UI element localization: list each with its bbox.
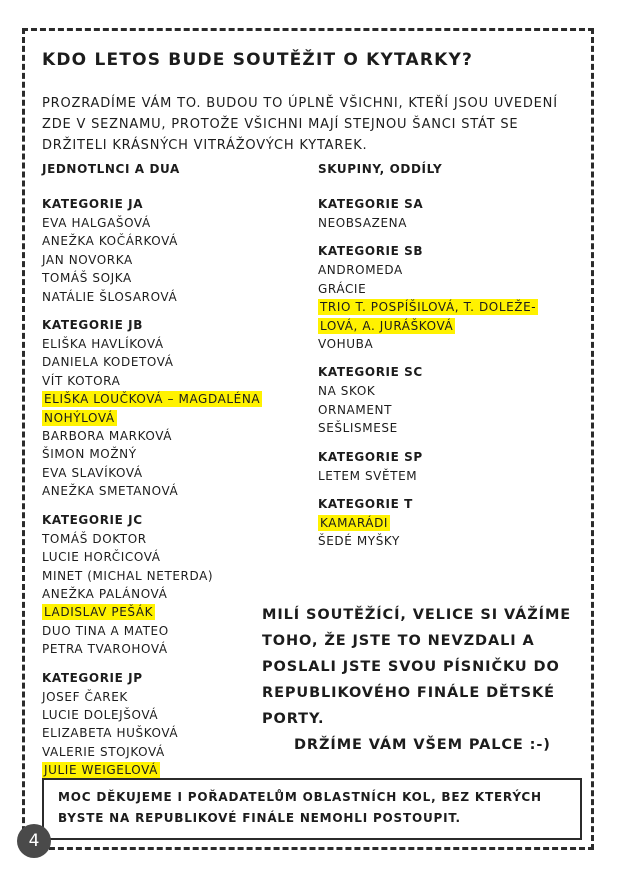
participant (318, 382, 563, 400)
category-title: KATEGORIE T (318, 497, 413, 512)
participant-name: NATÁLIE ŠLOSAROVÁ (42, 289, 178, 304)
category-block (318, 195, 563, 232)
participant (42, 743, 292, 761)
participant-name: LADISLAV PEŠÁK (44, 605, 154, 620)
category-block (42, 669, 292, 780)
participant-name: TOMÁŠ DOKTOR (42, 531, 147, 546)
participant (318, 419, 563, 437)
participant-name: ELIZABETA HUŠKOVÁ (42, 726, 179, 741)
soloists-duos-column (42, 162, 292, 782)
participant (42, 464, 292, 482)
participant-name: KAMARÁDI (320, 516, 389, 531)
category-title: KATEGORIE SB (318, 244, 424, 259)
participant (42, 353, 292, 371)
participant-name: EVA HALGAŠOVÁ (42, 216, 151, 230)
participant-name: DANIELA KODETOVÁ (42, 355, 174, 370)
participant (42, 335, 292, 353)
page-title: KDO LETOS BUDE SOUTĚŽIT O KYTARKY? (42, 50, 474, 70)
participant (42, 585, 292, 603)
participant-name: TRIO T. POSPÍŠILOVÁ, T. DOLEŽE- LOVÁ, A. JURÁŠKOVÁ (320, 300, 537, 333)
participant-name: EVA SLAVÍKOVÁ (42, 465, 143, 480)
participant-name: GRÁCIE (318, 281, 367, 296)
participant (318, 214, 563, 232)
participant (42, 482, 292, 500)
category-block (42, 316, 292, 501)
category-list (318, 195, 563, 551)
participant (42, 372, 292, 390)
category-title: KATEGORIE SA (318, 197, 424, 211)
column-heading: SKUPINY, ODDÍLY (318, 162, 443, 176)
participant (318, 532, 563, 550)
participant (42, 251, 292, 269)
category-block (42, 511, 292, 659)
participant-name: SEŠLISMESE (318, 421, 398, 436)
category-title: KATEGORIE JA (42, 197, 144, 211)
participant (42, 640, 292, 658)
participant (42, 567, 292, 585)
thanks-box: MOC DĚKUJEME I POŘADATELŮM OBLASTNÍCH KOL, BEZ KTERÝCH BYSTE NA REPUBLIKOVÉ FINÁLE NEMOHLI POSTOUPIT. (42, 778, 582, 840)
category-block (318, 363, 563, 437)
participant (318, 335, 563, 353)
category-block (318, 242, 563, 353)
participant-name: LUCIE DOLEJŠOVÁ (42, 707, 159, 722)
message-body: MILÍ SOUTĚŽÍCÍ, VELICE SI VÁŽÍME TOHO, ŽE JSTE TO NEVZDALI A POSLALI JSTE SVOU PÍSNIČKU DO REPUBLIKOVÉHO FINÁLE DĚTSKÉ PORTY. (262, 607, 572, 727)
groups-column (318, 162, 563, 553)
participant (42, 548, 292, 566)
participant-name: BARBORA MARKOVÁ (42, 429, 173, 444)
category-title: KATEGORIE SP (318, 449, 423, 464)
participant (42, 427, 292, 445)
category-block (318, 495, 563, 551)
participant-name: VOHUBA (318, 337, 374, 352)
participant-name: ŠEDÉ MYŠKY (318, 534, 400, 549)
participant-name: NA SKOK (318, 384, 376, 399)
participant-name: JOSEF ČAREK (42, 689, 128, 704)
participant (42, 706, 292, 724)
participant (318, 401, 563, 419)
participant-name: LETEM SVĚTEM (318, 468, 418, 483)
participant (318, 261, 563, 279)
participant-name: ELIŠKA HAVLÍKOVÁ (42, 337, 164, 352)
participant-name: NEOBSAZENA (318, 216, 408, 230)
category-title: KATEGORIE JC (42, 512, 143, 527)
participant-name: ANEŽKA PALÁNOVÁ (42, 586, 168, 601)
highlighted-participant (42, 761, 292, 779)
page-number-badge: 4 (17, 824, 51, 858)
participant-name: ANEŽKA KOČÁRKOVÁ (42, 234, 178, 249)
category-block (318, 448, 563, 485)
participant-name: JULIE WEIGELOVÁ (44, 763, 158, 778)
highlighted-participant (42, 603, 292, 621)
participant (42, 232, 292, 250)
message-signoff: DRŽÍME VÁM VŠEM PALCE :-) (294, 737, 551, 753)
participant (42, 724, 292, 742)
intro-paragraph: PROZRADÍME VÁM TO. BUDOU TO ÚPLNĚ VŠICHNI, KTEŘÍ JSOU UVEDENÍ ZDE V SEZNAMU, PROTOŽE VŠICHNI MAJÍ STEJNOU ŠANCI STÁT SE DRŽITELI KRÁSNÝCH VITRÁŽOVÝCH KYTAREK. (42, 96, 558, 153)
category-title: KATEGORIE JB (42, 318, 143, 333)
participant-name: ELIŠKA LOUČKOVÁ – MAGDALÉNA NOHÝLOVÁ (44, 392, 261, 425)
participant-name: PETRA TVAROHOVÁ (42, 642, 168, 657)
participant (318, 280, 563, 298)
participant (42, 445, 292, 463)
participant-name: VÍT KOTORA (42, 373, 121, 388)
participant-name: TOMÁŠ SOJKA (42, 271, 132, 286)
participant (42, 214, 292, 232)
highlighted-participant (318, 298, 563, 335)
participant-name: MINET (MICHAL NETERDA) (42, 568, 214, 583)
participant (42, 530, 292, 548)
participant (42, 269, 292, 287)
category-title: KATEGORIE JP (42, 670, 143, 685)
participant (42, 288, 292, 306)
participant-name: ANDROMEDA (318, 263, 403, 278)
category-list (42, 195, 292, 780)
category-title: KATEGORIE SC (318, 365, 423, 380)
participant (42, 622, 292, 640)
highlighted-participant (318, 514, 563, 532)
congratulations-message (262, 602, 592, 758)
participant-name: VALERIE STOJKOVÁ (42, 744, 165, 759)
participant-name: LUCIE HORČICOVÁ (42, 550, 161, 565)
participant (318, 467, 563, 485)
participant (42, 688, 292, 706)
participant-name: ORNAMENT (318, 402, 393, 417)
participant-name: ANEŽKA SMETANOVÁ (42, 484, 179, 499)
participant-name: ŠIMON MOŽNÝ (42, 447, 137, 462)
column-heading: JEDNOTLNCI A DUA (42, 162, 180, 176)
participant-name: DUO TINA A MATEO (42, 623, 169, 638)
participant-name: JAN NOVORKA (42, 252, 133, 267)
category-block (42, 195, 292, 306)
highlighted-participant (42, 390, 292, 427)
